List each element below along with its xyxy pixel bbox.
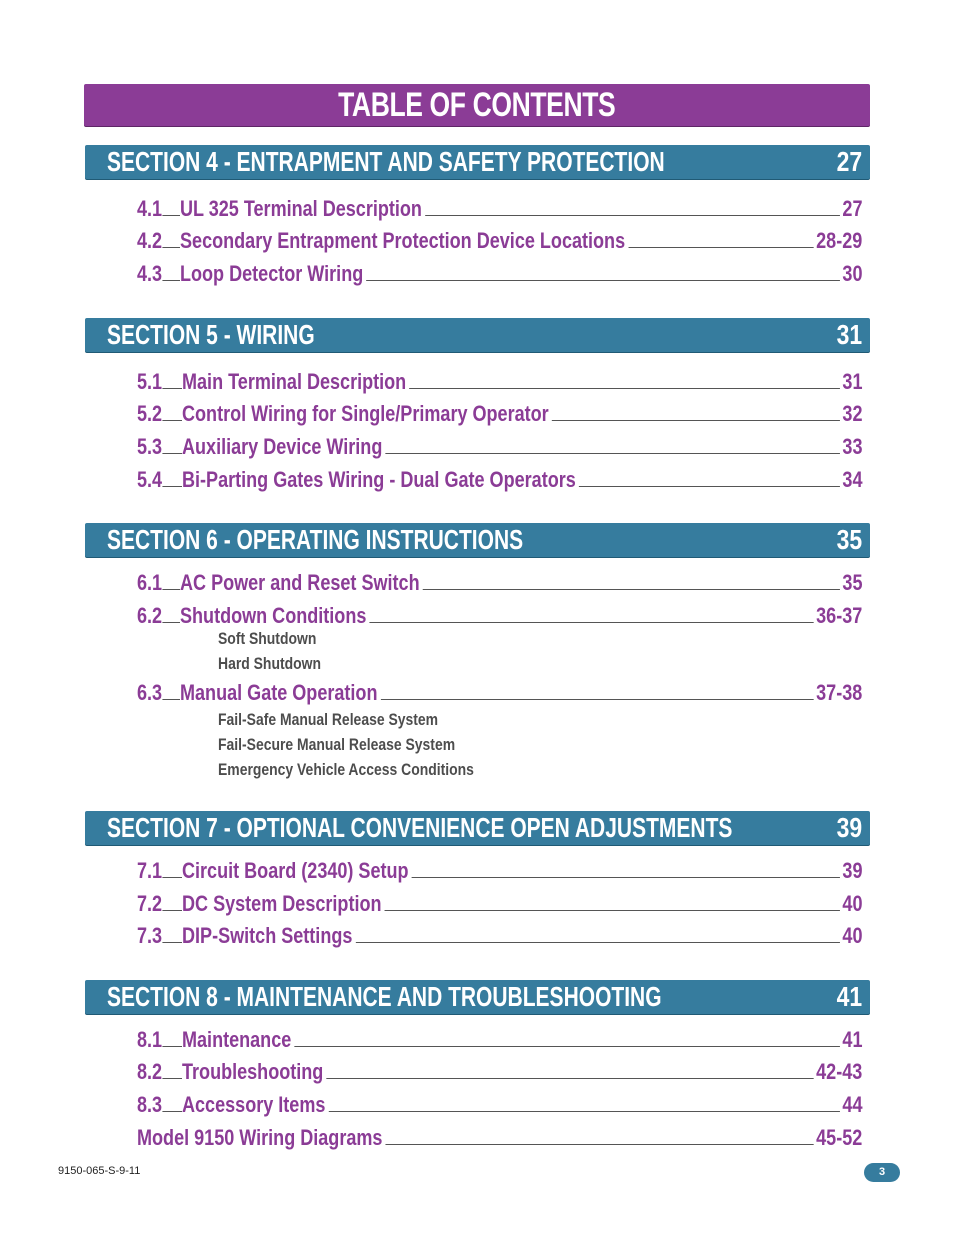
section-header-4[interactable] [85,145,870,179]
entry-label: UL 325 Terminal Description [180,195,425,223]
entry-label: Maintenance [182,1026,295,1054]
toc-title-bar [84,84,870,126]
entry-page: 42-43 [813,1058,862,1086]
entry-label: AC Power and Reset Switch [180,569,423,597]
entry-page: 31 [839,368,862,396]
entry-page: 33 [839,433,862,461]
entry-page: 36-37 [813,602,862,630]
toc-subentry[interactable]: Soft Shutdown [218,629,317,648]
toc-entry-7-1[interactable] [137,857,862,885]
section-header-5[interactable] [85,318,870,352]
entry-label: Main Terminal Description [182,368,409,396]
entry-label: Secondary Entrapment Protection Device Locations [180,227,628,255]
entry-number: 8.1 [137,1027,163,1052]
section-title: SECTION 5 - WIRING [107,319,315,350]
section-title: SECTION 6 - OPERATING INSTRUCTIONS [107,524,524,555]
entry-page: 32 [839,400,862,428]
entry-number: 8.2 [137,1059,163,1084]
entry-number: 5.4 [137,467,163,492]
entry-page: 44 [839,1091,862,1119]
section-page: 41 [836,981,862,1012]
entry-label: Loop Detector Wiring [180,260,367,288]
entry-number: 4.2 [137,228,163,253]
toc-entry-6-1[interactable] [137,569,862,597]
entry-number: 8.3 [137,1092,163,1117]
toc-entry-7-3[interactable] [137,922,862,950]
section-page: 35 [836,524,862,555]
entry-number: 6.3 [137,680,163,705]
entry-number: 4.1 [137,196,163,221]
entry-page: 40 [839,922,862,950]
entry-number: 6.1 [137,570,163,595]
section-header-6[interactable] [85,523,870,557]
entry-page: 37-38 [813,679,862,707]
entry-label: Manual Gate Operation [180,679,381,707]
entry-page: 39 [839,857,862,885]
entry-number: 5.1 [137,369,163,394]
entry-page: 40 [839,890,862,918]
toc-entry-6-2[interactable] [137,602,862,630]
entry-label: Shutdown Conditions [180,602,370,630]
entry-page: 34 [839,466,862,494]
entry-page: 41 [839,1026,862,1054]
toc-entry-6-3[interactable] [137,679,862,707]
section-header-7[interactable] [85,811,870,845]
entry-number: 5.2 [137,401,163,426]
toc-entry-5-4[interactable] [137,466,862,494]
page-title: TABLE OF CONTENTS [338,85,616,124]
toc-entry-5-1[interactable] [137,368,862,396]
entry-number: 5.3 [137,434,163,459]
toc-subentry[interactable]: Hard Shutdown [218,654,321,673]
entry-label: Control Wiring for Single/Primary Operator [182,400,552,428]
toc-entry-4-2[interactable] [137,227,862,255]
toc-subentry[interactable]: Fail-Secure Manual Release System [218,735,456,754]
entry-label: Bi-Parting Gates Wiring - Dual Gate Operators [182,466,579,494]
entry-number: 7.1 [137,858,163,883]
page-number-badge: 3 [864,1163,900,1182]
entry-page: 35 [839,569,862,597]
section-header-8[interactable] [85,980,870,1014]
section-title: SECTION 7 - OPTIONAL CONVENIENCE OPEN ADJUSTMENTS [107,812,733,843]
toc-entry-5-2[interactable] [137,400,862,428]
toc-entry-4-1[interactable] [137,195,862,223]
toc-entry-7-2[interactable] [137,890,862,918]
entry-label: Model 9150 Wiring Diagrams [137,1124,386,1152]
section-page: 27 [836,146,862,177]
section-title: SECTION 8 - MAINTENANCE AND TROUBLESHOOTING [107,981,662,1012]
entry-page: 30 [839,260,862,288]
entry-number: 4.3 [137,261,163,286]
entry-label: DIP-Switch Settings [182,922,356,950]
toc-entry-8-3[interactable] [137,1091,862,1119]
entry-label: Troubleshooting [182,1058,327,1086]
section-page: 39 [836,812,862,843]
document-code: 9150-065-S-9-11 [58,1165,141,1177]
toc-entry-wiring-diagrams[interactable] [137,1124,862,1152]
entry-label: Circuit Board (2340) Setup [182,857,412,885]
entry-number: 7.2 [137,891,163,916]
toc-entry-5-3[interactable] [137,433,862,461]
entry-number: 7.3 [137,923,163,948]
toc-entry-4-3[interactable] [137,260,862,288]
entry-label: Auxiliary Device Wiring [182,433,386,461]
toc-entry-8-1[interactable] [137,1026,862,1054]
entry-label: DC System Description [182,890,385,918]
entry-page: 28-29 [813,227,862,255]
toc-entry-8-2[interactable] [137,1058,862,1086]
entry-page: 45-52 [813,1124,862,1152]
entry-page: 27 [839,195,862,223]
entry-label: Accessory Items [182,1091,329,1119]
toc-subentry[interactable]: Fail-Safe Manual Release System [218,710,439,729]
section-title: SECTION 4 - ENTRAPMENT AND SAFETY PROTECTION [107,146,665,177]
toc-subentry[interactable]: Emergency Vehicle Access Conditions [218,760,474,779]
entry-number: 6.2 [137,603,163,628]
section-page: 31 [836,319,862,350]
